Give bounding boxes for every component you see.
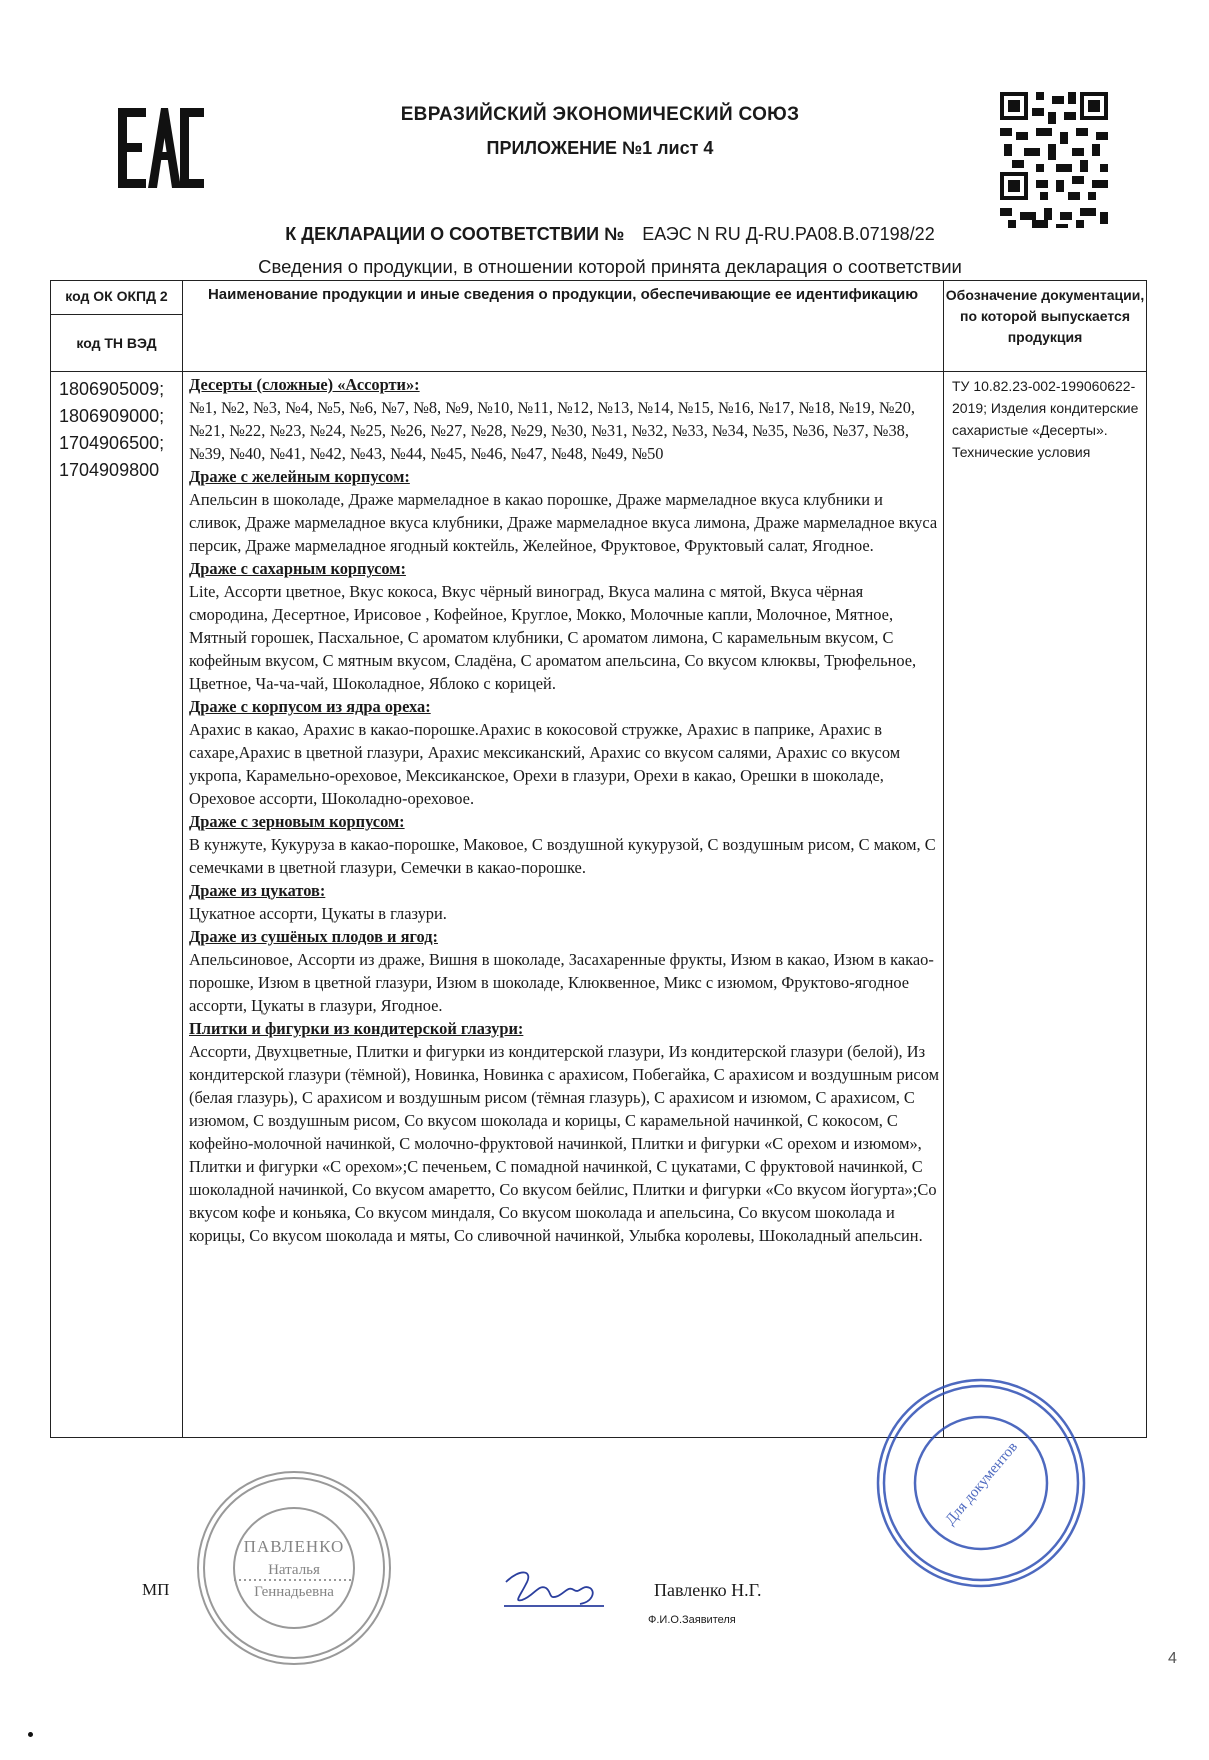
codes-cell xyxy=(51,372,183,1438)
section-title: Плитки и фигурки из кондитерской глазури: xyxy=(189,1019,524,1038)
product-info-caption: Сведения о продукции, в отношении которой принята декларация о соответствии xyxy=(258,256,962,277)
section-text: Lite, Ассорти цветное, Вкус кокоса, Вкус чёрный виноград, Вкуса малина с мятой, Вкуса чёрная смородина, Десертное, Ирисовое , Кофейное, Круглое, Мокко, Молочные капли, Молочное, Мятное, Мятный горошек, Пасхальное, С ароматом клубники, С ароматом лимона, С карамельным вкусом, С кофейным вкусом, С мятным вкусом, Сладёна, С ароматом апельсина, Со вкусом клюквы, Трюфельное, Цветное, Ча-ча-чай, Шоколадное, Яблоко с корицей. xyxy=(189,582,917,693)
product-table xyxy=(50,280,1147,1438)
applicant-fio-label: Ф.И.О.Заявителя xyxy=(648,1614,736,1626)
scan-dot xyxy=(28,1732,33,1737)
eac-logo xyxy=(118,108,204,188)
seal-stamp-left xyxy=(194,1468,394,1668)
mp-label: МП xyxy=(142,1580,170,1599)
doc-ref-cell: ТУ 10.82.23-002-199060622-2019; Изделия кондитерские сахаристые «Десерты». Технические условия xyxy=(944,372,1147,1438)
declaration-label: К ДЕКЛАРАЦИИ О СООТВЕТСТВИИ № xyxy=(285,224,625,244)
code-item: 1806909000; xyxy=(59,406,165,426)
signer-name: Павленко Н.Г. xyxy=(654,1580,762,1600)
name-header: Наименование продукции и иные сведения о продукции, обеспечивающие ее идентификацию xyxy=(183,281,944,372)
section-title: Драже с желейным корпусом: xyxy=(189,467,410,486)
section-title: Драже с корпусом из ядра ореха: xyxy=(189,697,431,716)
section-text: Апельсин в шоколаде, Драже мармеладное в какао порошке, Драже мармеладное вкуса клубники и сливок, Драже мармеладное вкуса клубники, Драже мармеладное вкуса лимона, Драже мармеладное вкуса персик, Драже мармеладное ягодный коктейль, Желейное, Фруктовое, Фруктовый салат, Ягодное. xyxy=(189,490,938,555)
section-text: В кунжуте, Кукуруза в какао-порошке, Маковое, С воздушной кукурузой, С воздушным рисом, С маком, С семечками в цветной глазури, Семечки в какао-порошке. xyxy=(189,835,936,877)
doc-header: Обозначение документации, по которой выпускается продукция xyxy=(944,281,1147,372)
section-text: Ассорти, Двухцветные, Плитки и фигурки из кондитерской глазури, Из кондитерской глазури (белой), Из кондитерской глазури (тёмной), Новинка, Новинка с арахисом, Побегайка, С арахисом и воздушным рисом (белая глазурь), С арахисом и воздушным рисом (тёмная глазурь), С арахисом и изюмом, С арахисом, С изюмом, С воздушным рисом, Со вкусом шоколада и корицы, С карамельной начинкой, С кокосом, С кофейно-молочной начинкой, С молочно-фруктовой начинкой, Плитки и фигурки «С орехом и изюмом», Плитки и фигурки «С орехом»;С печеньем, С помадной начинкой, С цукатами, С фруктовой начинкой, С шоколадной начинкой, Со вкусом амаретто, Со вкусом бейлис, Плитки и фигурки «Со вкусом йогурта»;Со вкусом кофе и коньяка, Со вкусом миндаля, Со вкусом шоколада и апельсина, Со вкусом шоколада и корицы, Со вкусом шоколада и мяты, Со сливочной начинкой, Улыбка королевы, Шоколадный апельсин. xyxy=(189,1042,939,1245)
union-title: ЕВРАЗИЙСКИЙ ЭКОНОМИЧЕСКИЙ СОЮЗ xyxy=(400,104,800,125)
section-text: Цукатное ассорти, Цукаты в глазури. xyxy=(189,904,447,923)
section-text: Апельсиновое, Ассорти из драже, Вишня в шоколаде, Засахаренные фрукты, Изюм в какао, Изюм в какао-порошке, Изюм в цветной глазури, Изюм в шоколаде, Клюквенное, Микс с изюмом, Фруктово-ягодное ассорти, Цукаты в глазури, Ягодное. xyxy=(189,950,934,1015)
svg-text:Для документов: Для документов xyxy=(942,1439,1021,1529)
code-item: 1704906500; xyxy=(59,433,165,453)
section-text: Арахис в какао, Арахис в какао-порошке.Арахис в кокосовой стружке, Арахис в паприке, Арахис в сахаре,Арахис в цветной глазури, Арахис мексиканский, Арахис со вкусом салями, Арахис со вкусом укропа, Карамельно-ореховое, Мексиканское, Орехи в глазури, Орехи в какао, Орешки в шоколаде, Ореховое ассорти, Шоколадно-ореховое. xyxy=(189,720,901,808)
section-title: Драже из цукатов: xyxy=(189,881,326,900)
description-cell xyxy=(183,372,944,1438)
code-item: 1806905009; xyxy=(59,379,165,399)
okpd-header: код ОК ОКПД 2 xyxy=(51,281,183,315)
company-stamp-right xyxy=(874,1376,1088,1590)
section-text: №1, №2, №3, №4, №5, №6, №7, №8, №9, №10, №11, №12, №13, №14, №15, №16, №17, №18, №19, №20, №21, №22, №23, №24, №25, №26, №27, №28, №29, №30, №31, №32, №33, №34, №35, №36, №37, №38, №39, №40, №41, №42, №43, №44, №45, №46, №47, №48, №49, №50 xyxy=(189,398,916,463)
svg-text:ПАВЛЕНКО: ПАВЛЕНКО xyxy=(243,1537,345,1556)
section-title: Драже из сушёных плодов и ягод: xyxy=(189,927,438,946)
section-title: Драже с зерновым корпусом: xyxy=(189,812,405,831)
svg-text:Наталья: Наталья xyxy=(268,1562,320,1578)
signature xyxy=(500,1562,610,1612)
declaration-number: ЕАЭС N RU Д-RU.PA08.B.07198/22 xyxy=(642,224,935,244)
code-item: 1704909800 xyxy=(59,460,160,480)
tnved-header: код ТН ВЭД xyxy=(51,315,183,372)
svg-text:Геннадьевна: Геннадьевна xyxy=(254,1584,334,1600)
qr-code xyxy=(1000,92,1108,228)
section-title: Драже с сахарным корпусом: xyxy=(189,559,406,578)
page-corner-mark: 4 xyxy=(1168,1650,1177,1667)
section-title: Десерты (сложные) «Ассорти»: xyxy=(189,375,420,394)
appendix-title: ПРИЛОЖЕНИЕ №1 лист 4 xyxy=(486,138,714,158)
declaration-line xyxy=(40,224,1180,245)
